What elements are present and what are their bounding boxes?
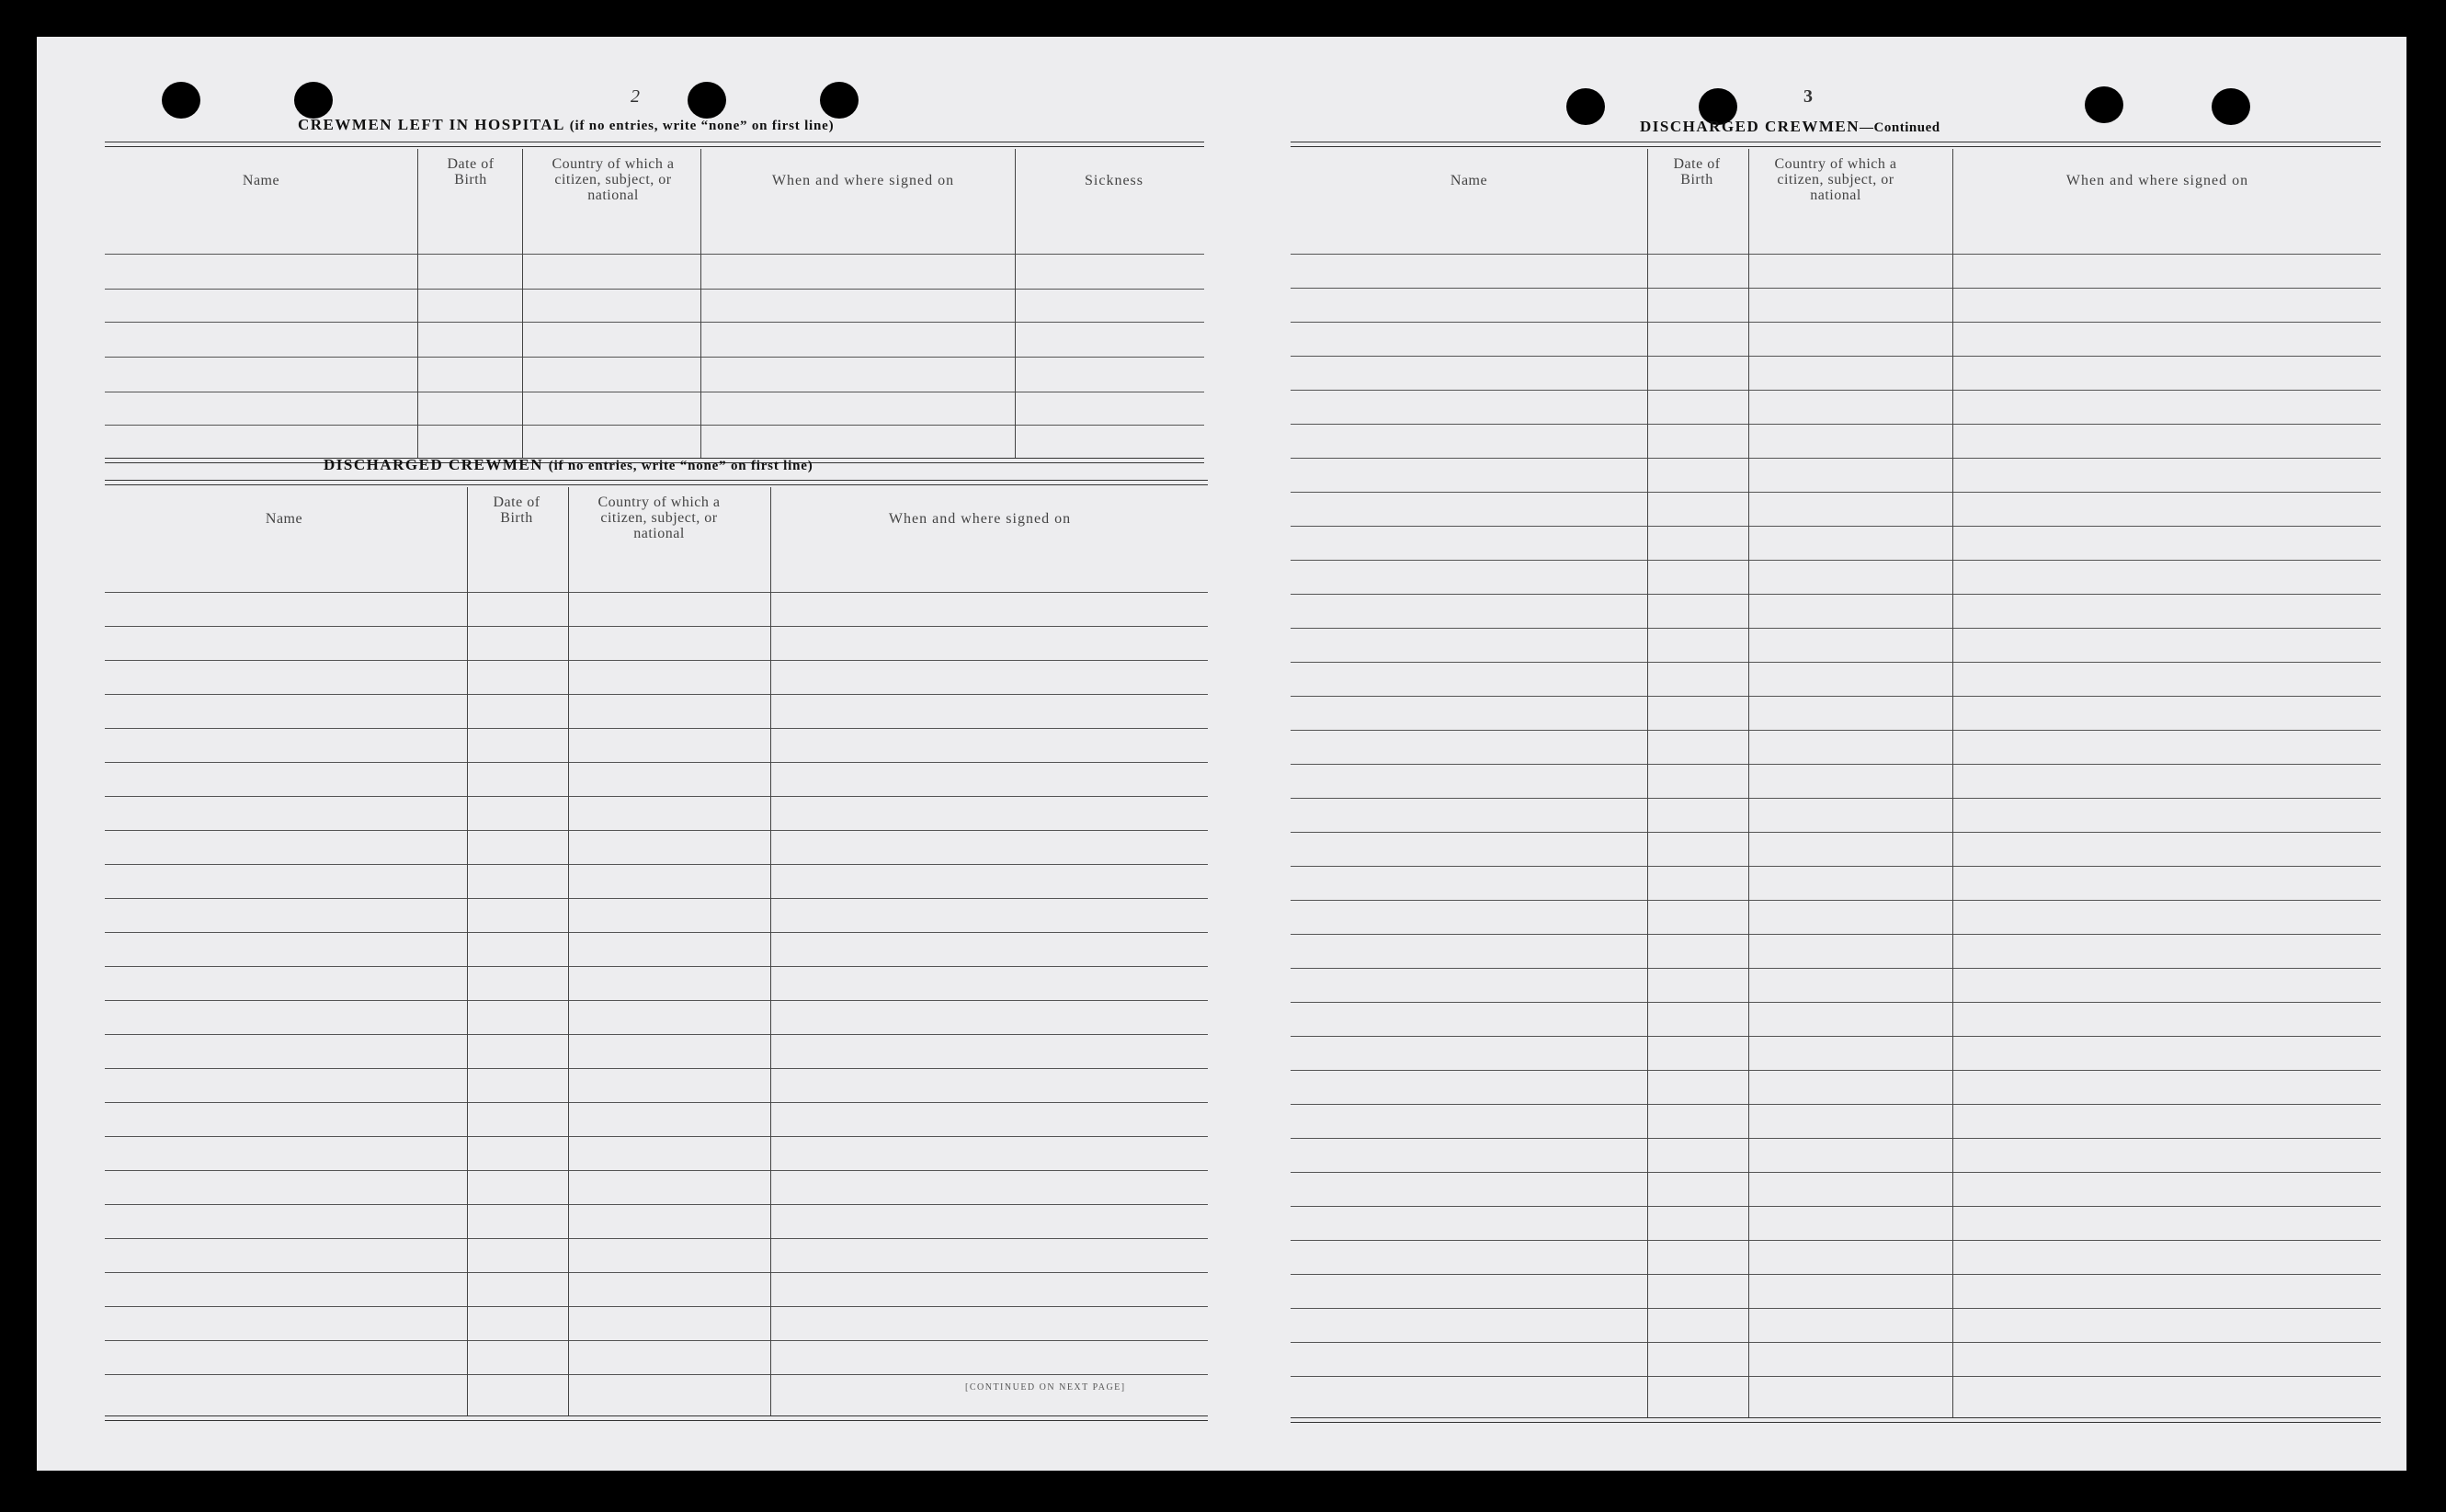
- row-line: [105, 694, 1208, 695]
- col-header-signed-on: When and where signed on: [888, 511, 1072, 527]
- punch-hole: [820, 82, 859, 119]
- col-divider: [467, 487, 468, 1415]
- row-line: [1291, 832, 2381, 833]
- col-header-country: Country of which a citizen, subject, or national: [552, 156, 675, 203]
- table-bottom-rule: [1291, 1417, 2381, 1423]
- col-header-name: Name: [265, 511, 303, 527]
- row-line: [1291, 662, 2381, 663]
- row-line: [105, 357, 1204, 358]
- punch-hole: [1566, 88, 1605, 125]
- punch-hole: [688, 82, 726, 119]
- col-divider: [1647, 149, 1648, 1417]
- continued-label: —Continued: [1860, 120, 1940, 135]
- row-line: [105, 728, 1208, 729]
- row-line: [1291, 866, 2381, 867]
- hospital-section-title: [298, 116, 834, 134]
- table-bottom-rule: [105, 1415, 1208, 1421]
- hospital-table-header: [105, 147, 1204, 217]
- col-divider: [1748, 149, 1749, 1417]
- row-line: [1291, 1274, 2381, 1275]
- row-line: [105, 1238, 1208, 1239]
- row-line: [105, 592, 1208, 593]
- row-line: [105, 796, 1208, 797]
- row-line: [1291, 968, 2381, 969]
- hospital-table: [105, 142, 1204, 463]
- row-line: [1291, 1342, 2381, 1343]
- row-line: [1291, 730, 2381, 731]
- row-line: [105, 1136, 1208, 1137]
- row-line: [1291, 1036, 2381, 1037]
- row-line: [105, 626, 1208, 627]
- col-header-country: Country of which a citizen, subject, or national: [597, 495, 721, 541]
- continued-on-next-page: [CONTINUED ON NEXT PAGE]: [965, 1382, 1126, 1393]
- row-line: [1291, 1138, 2381, 1139]
- page-number-left: 2: [631, 86, 640, 107]
- col-header-date-of-birth: Date of Birth: [493, 495, 540, 526]
- hospital-title-note: (if no entries, write “none” on first line): [569, 119, 835, 133]
- row-line: [1291, 934, 2381, 935]
- col-divider: [568, 487, 569, 1415]
- row-line: [105, 1170, 1208, 1171]
- row-line: [105, 1034, 1208, 1035]
- col-header-name: Name: [1450, 173, 1488, 188]
- row-line: [1291, 526, 2381, 527]
- discharged-title-note: (if no entries, write “none” on first line): [548, 459, 813, 473]
- col-header-sickness: Sickness: [1085, 173, 1143, 188]
- discharged-table: [105, 480, 1208, 1427]
- row-line: [1291, 254, 2381, 255]
- punch-hole: [294, 82, 333, 119]
- row-line: [105, 830, 1208, 831]
- row-line: [1291, 594, 2381, 595]
- col-header-date-of-birth: Date of Birth: [1673, 156, 1721, 188]
- row-line: [1291, 424, 2381, 425]
- col-header-country: Country of which a citizen, subject, or national: [1774, 156, 1897, 203]
- row-line: [1291, 1070, 2381, 1071]
- row-line: [1291, 900, 2381, 901]
- col-divider: [522, 149, 523, 458]
- page-number-right: 3: [1803, 86, 1813, 107]
- row-line: [105, 660, 1208, 661]
- row-line: [1291, 288, 2381, 289]
- row-line: [1291, 798, 2381, 799]
- row-line: [1291, 1002, 2381, 1003]
- discharged-title-text: DISCHARGED CREWMEN: [324, 456, 544, 473]
- row-line: [1291, 492, 2381, 493]
- row-line: [1291, 356, 2381, 357]
- discharged-continued-table: [1291, 142, 2381, 1428]
- row-line: [1291, 1206, 2381, 1207]
- row-line: [1291, 560, 2381, 561]
- row-line: [105, 1374, 1208, 1375]
- row-line: [105, 1000, 1208, 1001]
- row-line: [1291, 1240, 2381, 1241]
- row-line: [105, 322, 1204, 323]
- discharged-continued-title-text: DISCHARGED CREWMEN: [1640, 118, 1860, 135]
- row-line: [105, 762, 1208, 763]
- col-header-date-of-birth: Date of Birth: [447, 156, 495, 188]
- form-sheet: [37, 37, 2406, 1471]
- row-line: [1291, 764, 2381, 765]
- punch-hole: [2085, 86, 2123, 123]
- row-line: [105, 932, 1208, 933]
- col-header-signed-on: When and where signed on: [771, 173, 955, 188]
- row-line: [1291, 696, 2381, 697]
- row-line: [105, 1102, 1208, 1103]
- col-header-name: Name: [242, 173, 280, 188]
- row-line: [105, 966, 1208, 967]
- row-line: [1291, 322, 2381, 323]
- row-line: [105, 1204, 1208, 1205]
- row-line: [105, 1068, 1208, 1069]
- row-line: [1291, 628, 2381, 629]
- col-divider: [1952, 149, 1953, 1417]
- row-line: [105, 898, 1208, 899]
- discharged-continued-table-header: [1291, 147, 2381, 217]
- row-line: [1291, 1308, 2381, 1309]
- row-line: [105, 254, 1204, 255]
- col-divider: [1015, 149, 1016, 458]
- row-line: [1291, 1172, 2381, 1173]
- row-line: [105, 1340, 1208, 1341]
- row-line: [1291, 458, 2381, 459]
- row-line: [105, 1272, 1208, 1273]
- col-header-signed-on: When and where signed on: [2065, 173, 2249, 188]
- discharged-section-title: [324, 456, 813, 474]
- row-line: [1291, 1376, 2381, 1377]
- row-line: [105, 864, 1208, 865]
- discharged-table-header: [105, 485, 1208, 555]
- row-line: [1291, 390, 2381, 391]
- col-divider: [700, 149, 701, 458]
- row-line: [105, 425, 1204, 426]
- row-line: [105, 289, 1204, 290]
- row-line: [1291, 1104, 2381, 1105]
- punch-hole: [162, 82, 200, 119]
- row-line: [105, 1306, 1208, 1307]
- discharged-continued-title: [1640, 118, 1940, 136]
- col-divider: [417, 149, 418, 458]
- col-divider: [770, 487, 771, 1415]
- punch-hole: [2212, 88, 2250, 125]
- hospital-title-text: CREWMEN LEFT IN HOSPITAL: [298, 116, 564, 133]
